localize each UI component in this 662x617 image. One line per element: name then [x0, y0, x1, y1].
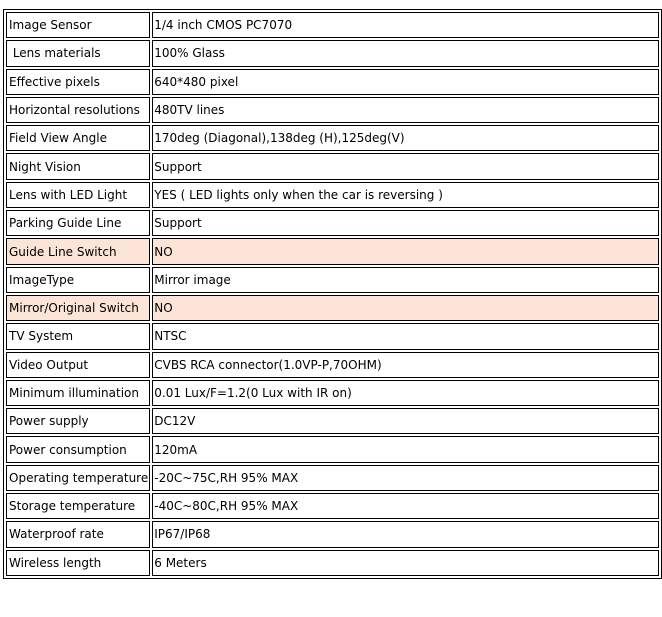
spec-value: CVBS RCA connector(1.0VP-P,70OHM): [152, 352, 659, 378]
spec-row: [6, 436, 659, 462]
spec-row: [6, 97, 659, 123]
spec-row-highlighted: [6, 295, 659, 321]
spec-label: Video Output: [6, 352, 150, 378]
spec-row: [6, 380, 659, 406]
spec-value: NTSC: [152, 323, 659, 349]
spec-label: Parking Guide Line: [6, 210, 150, 236]
spec-row: [6, 40, 659, 66]
spec-value: 0.01 Lux/F=1.2(0 Lux with IR on): [152, 380, 659, 406]
spec-row: [6, 267, 659, 293]
spec-value: Support: [152, 210, 659, 236]
spec-value: 120mA: [152, 436, 659, 462]
spec-row: [6, 465, 659, 491]
spec-label: Horizontal resolutions: [6, 97, 150, 123]
spec-value: IP67/IP68: [152, 521, 659, 547]
spec-label: Lens with LED Light: [6, 182, 150, 208]
spec-value: NO: [152, 238, 659, 264]
spec-row: [6, 352, 659, 378]
spec-label: Field View Angle: [6, 125, 150, 151]
spec-row: [6, 69, 659, 95]
spec-value: YES ( LED lights only when the car is reversing ): [152, 182, 659, 208]
spec-label: Wireless length: [6, 550, 150, 576]
spec-table-body: [6, 12, 659, 576]
spec-label: Power supply: [6, 408, 150, 434]
spec-label: Waterproof rate: [6, 521, 150, 547]
spec-row: [6, 408, 659, 434]
spec-row: [6, 521, 659, 547]
spec-value: -40C~80C,RH 95% MAX: [152, 493, 659, 519]
spec-value: 1/4 inch CMOS PC7070: [152, 12, 659, 38]
spec-row: [6, 323, 659, 349]
spec-value: 480TV lines: [152, 97, 659, 123]
spec-row: [6, 182, 659, 208]
spec-table: [3, 9, 662, 579]
spec-row: [6, 125, 659, 151]
spec-label: Operating temperature: [6, 465, 150, 491]
spec-value: 640*480 pixel: [152, 69, 659, 95]
spec-value: 170deg (Diagonal),138deg (H),125deg(V): [152, 125, 659, 151]
spec-label: Effective pixels: [6, 69, 150, 95]
spec-row: [6, 550, 659, 576]
spec-label: Minimum illumination: [6, 380, 150, 406]
spec-row-highlighted: [6, 238, 659, 264]
spec-value: Mirror image: [152, 267, 659, 293]
spec-row: [6, 210, 659, 236]
spec-row: [6, 153, 659, 179]
spec-row: [6, 12, 659, 38]
spec-value: Support: [152, 153, 659, 179]
spec-label: Mirror/Original Switch: [6, 295, 150, 321]
spec-value: -20C~75C,RH 95% MAX: [152, 465, 659, 491]
spec-value: 100% Glass: [152, 40, 659, 66]
spec-label: Storage temperature: [6, 493, 150, 519]
spec-value: NO: [152, 295, 659, 321]
spec-value: DC12V: [152, 408, 659, 434]
spec-label: Guide Line Switch: [6, 238, 150, 264]
spec-value: 6 Meters: [152, 550, 659, 576]
spec-label: Lens materials: [6, 40, 150, 66]
spec-label: Image Sensor: [6, 12, 150, 38]
spec-label: ImageType: [6, 267, 150, 293]
spec-label: Night Vision: [6, 153, 150, 179]
spec-row: [6, 493, 659, 519]
spec-label: Power consumption: [6, 436, 150, 462]
spec-label: TV System: [6, 323, 150, 349]
